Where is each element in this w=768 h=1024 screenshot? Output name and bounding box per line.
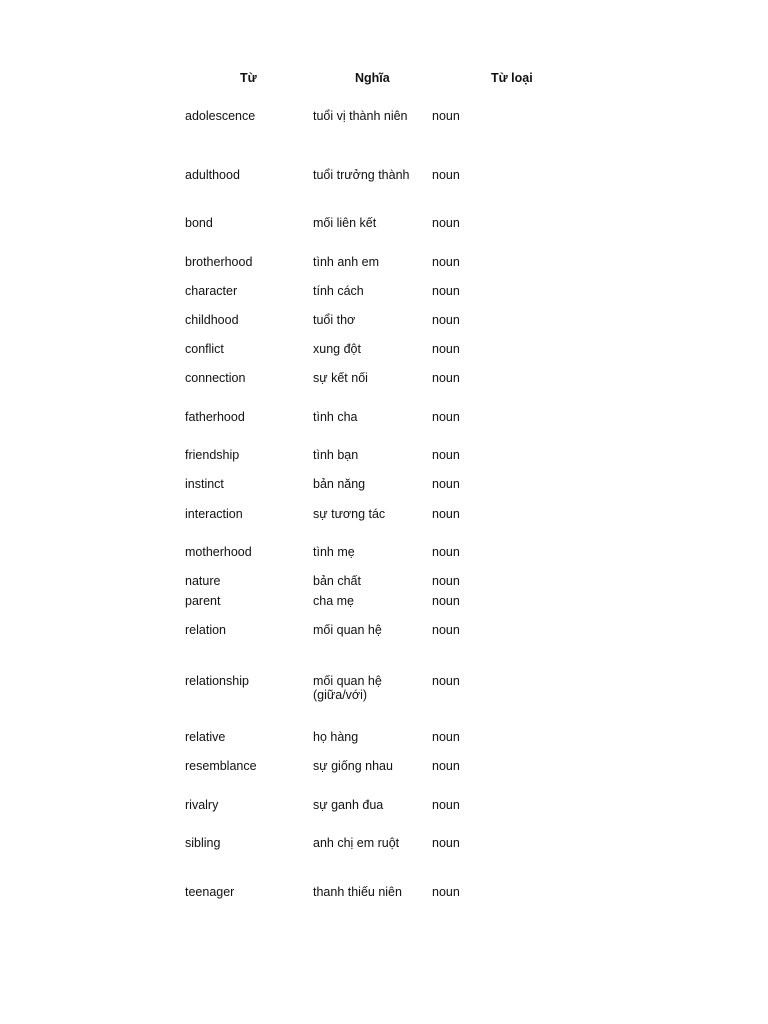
word-type-cell: noun — [432, 371, 460, 385]
meaning-cell: anh chị em ruột — [313, 836, 400, 850]
word-type-cell: noun — [432, 216, 460, 230]
word-type-cell: noun — [432, 623, 460, 637]
word-type-cell: noun — [432, 885, 460, 899]
word-type-cell: noun — [432, 836, 460, 850]
word-cell: sibling — [185, 836, 221, 850]
meaning-cell: sự kết nối — [313, 371, 368, 385]
word-cell: adolescence — [185, 109, 256, 123]
word-cell: relationship — [185, 674, 249, 688]
column-header-meaning: Nghĩa — [355, 71, 390, 85]
meaning-cell: sự tương tác — [313, 507, 386, 521]
word-cell: relation — [185, 623, 226, 637]
word-type-cell: noun — [432, 674, 460, 688]
word-cell: fatherhood — [185, 410, 245, 424]
word-cell: adulthood — [185, 168, 240, 182]
meaning-cell: tình cha — [313, 410, 358, 424]
word-type-cell: noun — [432, 477, 460, 491]
word-type-cell: noun — [432, 109, 460, 123]
meaning-cell: tình bạn — [313, 448, 359, 462]
word-cell: connection — [185, 371, 246, 385]
meaning-cell: bản năng — [313, 477, 366, 491]
word-cell: parent — [185, 594, 221, 608]
word-type-cell: noun — [432, 545, 460, 559]
word-cell: childhood — [185, 313, 239, 327]
meaning-cell: sự giống nhau — [313, 759, 393, 773]
meaning-cell: tuổi trưởng thành — [313, 168, 410, 182]
word-cell: interaction — [185, 507, 243, 521]
meaning-cell: tính cách — [313, 284, 364, 298]
word-cell: teenager — [185, 885, 235, 899]
word-cell: friendship — [185, 448, 240, 462]
word-cell: character — [185, 284, 238, 298]
meaning-cell: tuổi thơ — [313, 313, 356, 327]
meaning-cell: bản chất — [313, 574, 361, 588]
word-type-cell: noun — [432, 448, 460, 462]
meaning-cell: sự ganh đua — [313, 798, 384, 812]
word-type-cell: noun — [432, 594, 460, 608]
meaning-cell: xung đột — [313, 342, 361, 356]
meaning-cell: thanh thiếu niên — [313, 885, 402, 899]
meaning-cell: mối quan hệ (giữa/với) — [313, 674, 382, 702]
word-cell: bond — [185, 216, 213, 230]
word-cell: nature — [185, 574, 221, 588]
word-type-cell: noun — [432, 284, 460, 298]
word-type-cell: noun — [432, 342, 460, 356]
meaning-cell: mối quan hệ — [313, 623, 382, 637]
word-type-cell: noun — [432, 730, 460, 744]
meaning-cell: cha mẹ — [313, 594, 354, 608]
word-cell: relative — [185, 730, 226, 744]
word-type-cell: noun — [432, 759, 460, 773]
meaning-cell: tình anh em — [313, 255, 380, 269]
word-cell: instinct — [185, 477, 224, 491]
word-cell: conflict — [185, 342, 224, 356]
word-cell: rivalry — [185, 798, 219, 812]
word-cell: resemblance — [185, 759, 257, 773]
meaning-cell: họ hàng — [313, 730, 359, 744]
meaning-cell: tuổi vị thành niên — [313, 109, 408, 123]
word-type-cell: noun — [432, 574, 460, 588]
word-type-cell: noun — [432, 168, 460, 182]
word-type-cell: noun — [432, 410, 460, 424]
word-type-cell: noun — [432, 507, 460, 521]
word-cell: motherhood — [185, 545, 252, 559]
column-header-word-type: Từ loại — [491, 71, 533, 85]
word-type-cell: noun — [432, 255, 460, 269]
meaning-cell: tình mẹ — [313, 545, 355, 559]
word-cell: brotherhood — [185, 255, 253, 269]
meaning-cell: mối liên kết — [313, 216, 377, 230]
word-type-cell: noun — [432, 798, 460, 812]
column-header-word: Từ — [240, 71, 257, 85]
word-type-cell: noun — [432, 313, 460, 327]
